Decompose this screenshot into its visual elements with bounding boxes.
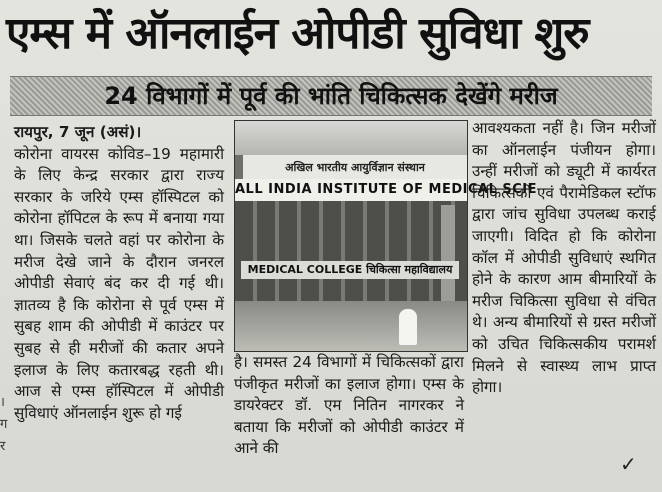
left-edge-fragments [0,392,10,458]
photo-person [399,309,417,345]
photo-sign-english: ALL INDIA INSTITUTE OF MEDICAL SCIE [235,179,467,201]
column-2-text: है। समस्त 24 विभागों में चिकित्सकों द्वारा पंजीकृत मरीजों का इलाज होगा। एम्स के डायरेक्टर डॉ. एम नितिन नागरकर ने बताया कि मरीजों को ओपीडी काउंटर में आने की [234,353,464,458]
headline: एम्स में ऑनलाईन ओपीडी सुविधा शुरु [6,8,589,59]
column-1-text: कोरोना वायरस कोविड–19 महामारी के लिए केन्द्र सरकार द्वारा राज्य सरकार के जरिये एम्स हॉस्पिटल को कोरोना हॉपिटल के रूप में बनाया गया था। जिसके चलते वहां पर कोरोना के मरीज देखे जाने के दौरान जनरल ओपीडी सेवाएं बंद कर दी गई थी। ज्ञातव्य है कि कोरोना से पूर्व एम्स में सुबह शाम की ओपीडी में काउंटर पर सुबह से ही मरीजों की कतार अपने इलाज के लिए कतारबद्ध रहती थी। आज से एम्स हॉस्पिटल में ओपीडी सुविधाएं ऑनलाईन शुरू हो गई [14,144,224,422]
photo-ground [235,301,467,351]
subheadline-bar [10,76,652,116]
edge-fragment: ग [0,417,8,432]
photo-sky [235,121,467,155]
article-column-1 [14,122,224,424]
photo-building [235,201,467,301]
photo-sign-college: MEDICAL COLLEGE चिकित्सा महाविद्यालय [241,261,459,279]
aiims-building-photo [234,120,538,352]
photo-pillar [441,205,455,315]
pen-tick-mark: ✓ [620,452,637,476]
edge-fragment: । [0,395,5,410]
photo-sign-hindi: अखिल भारतीय आयुर्विज्ञान संस्थान [243,155,467,181]
dateline: रायपुर, 7 जून (असं)। [14,123,142,141]
column-3-text: आवश्यकता नहीं है। जिन मरीजों का ऑनलाईन पंजीयन होगा। उन्हीं मरीजों को ड्यूटी में कार्यरत चिकित्सकों एवं पैरामेडिकल स्टॉफ द्वारा जांच सुविधा उपलब्ध कराई जाएगी। विदित हो कि कोरोना कॉल में ओपीडी सुविधाएं स्थगित होने के कारण आम बीमारियों के मरीज चिकित्सा सुविधा से वंचित थे। अन्य बीमारियों से ग्रस्त मरीजों को उचित चिकित्सकीय परामर्श मिलने से स्वास्थ्य लाभ प्राप्त होगा। [472,119,656,397]
article-column-2 [234,352,464,460]
edge-fragment: र [0,439,6,454]
subheadline: 24 विभागों में पूर्व की भांति चिकित्सक देखेंगे मरीज [104,82,558,110]
article-column-3 [472,118,656,399]
